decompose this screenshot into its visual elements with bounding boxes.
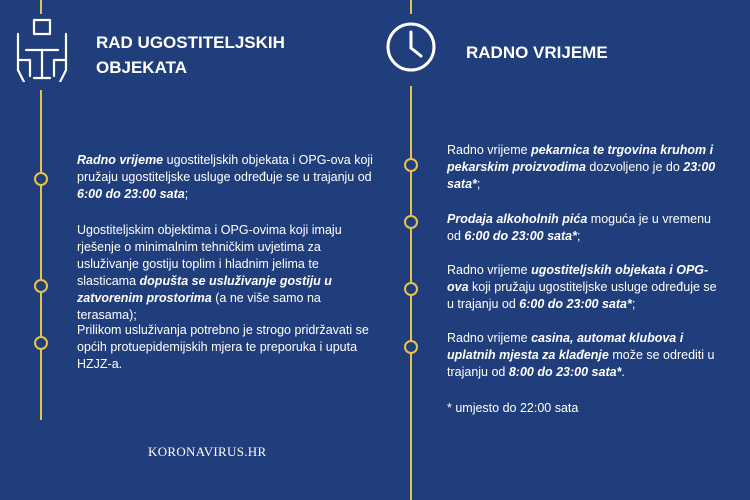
right-heading: RADNO VRIJEME <box>466 43 608 62</box>
left-heading-line2: OBJEKATA <box>96 58 187 77</box>
right-paragraph-4: Radno vrijeme casina, automat klubova i uplatnih mjesta za klađenje može se odrediti u trajanju od 8:00 do 23:00 sata*. <box>447 331 715 379</box>
right-timeline-dot <box>404 282 418 296</box>
right-timeline-dot <box>404 215 418 229</box>
right-paragraph-2: Prodaja alkoholnih pića moguća je u vremenu od 6:00 do 23:00 sata*; <box>447 212 711 243</box>
right-timeline-dot <box>404 340 418 354</box>
right-footnote: * umjesto do 22:00 sata <box>447 401 579 415</box>
left-timeline-dot <box>34 279 48 293</box>
left-timeline-dot <box>34 336 48 350</box>
clock-icon <box>384 20 438 74</box>
restaurant-table-icon <box>14 16 70 82</box>
right-timeline-line-top <box>410 0 412 14</box>
left-paragraph-2: Ugostiteljskim objektima i OPG-ovima koji imaju rješenje o minimalnim tehničkim uvjetima za usluživanje gostiju toplim i hladnim jelima te slasticama dopušta se usluživanje gostiju u zatvorenim prostorima (a ne više samo na terasama); <box>77 223 342 322</box>
footer-website: KORONAVIRUS.HR <box>148 444 267 459</box>
left-timeline-line <box>40 90 42 420</box>
right-paragraph-3: Radno vrijeme ugostiteljskih objekata i OPG-ova koji pružaju ugostiteljske usluge određuje se u trajanju od 6:00 do 23:00 sata*; <box>447 263 717 311</box>
left-paragraph-3: Prilikom usluživanja potrebno je strogo pridržavati se općih protuepidemijskih mjera te preporuka i uputa HZJZ-a. <box>77 323 369 371</box>
left-paragraph-1: Radno vrijeme ugostiteljskih objekata i OPG-ova koji pružaju ugostiteljske usluge određuje se u trajanju od 6:00 do 23:00 sata; <box>77 153 373 201</box>
right-timeline-dot <box>404 158 418 172</box>
left-timeline-dot <box>34 172 48 186</box>
left-heading-line1: RAD UGOSTITELJSKIH <box>96 33 285 52</box>
left-heading <box>96 30 285 80</box>
right-paragraph-1: Radno vrijeme pekarnica te trgovina kruhom i pekarskim proizvodima dozvoljeno je do 23:00 sata*; <box>447 143 716 191</box>
left-timeline-line-top <box>40 0 42 14</box>
